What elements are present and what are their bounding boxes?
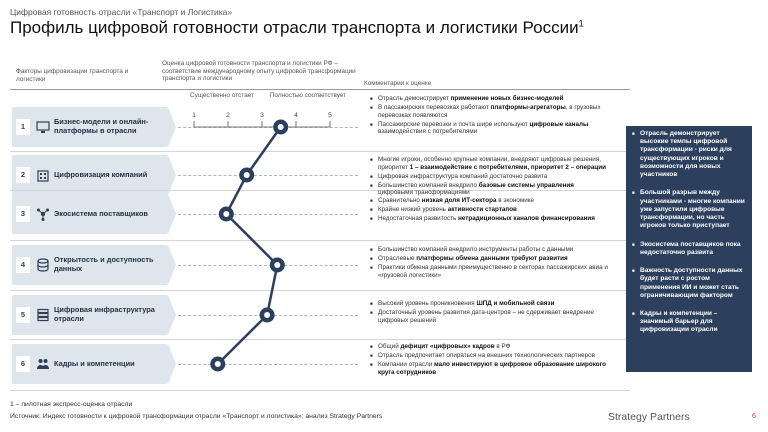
title-footnote-mark: 1 (578, 18, 584, 29)
row-separator (10, 290, 630, 291)
score-column-header: Оценка цифровой готовности транспорта и логистики РФ – соответствие международному опыту цифровой трансформации транспорта и логистики (162, 60, 356, 83)
comment-bullet: ■ В пассажирских перевозках работают платформы-агрегаторы, в грузовых перевозках появляются (370, 104, 610, 120)
factor-number: 6 (16, 356, 30, 372)
factors-column-header: Факторы цифровизации транспорта и логистики (16, 68, 129, 83)
factor-label: Открытость и доступность данных (54, 255, 154, 273)
comments-row-3 (370, 197, 610, 224)
row-separator (10, 390, 630, 391)
comment-bullet: ■ Большинство компаний внедрило инструменты работы с данными (370, 246, 610, 254)
factor-row-2 (12, 155, 168, 195)
comment-bullet: ■ Цифровая инфраструктура компаний достаточно развита (370, 173, 610, 181)
footnote: 1 – пилотная экспресс-оценка отрасли (10, 401, 133, 408)
summary-item: ■ Экосистема поставщиков пока недостаточно развита (632, 241, 746, 257)
factor-row-5 (12, 295, 168, 335)
row-guide-1 (178, 127, 358, 128)
comment-bullet: ■ Большинство компаний внедрило базовые системы управления цифровыми трансформациями (370, 182, 610, 198)
infrastructure-icon (36, 308, 50, 322)
summary-item: ■ Большой разрыв между участниками - многие компании уже запустили цифровые трансформации, но часть игроков только приступает (632, 189, 746, 230)
data-icon (36, 258, 50, 272)
comment-bullet: ■ Пассажирские перевозки и почта шире используют цифровые каналы взаимодействия с потребителями (370, 121, 610, 137)
comments-row-6 (370, 343, 610, 377)
comment-bullet: ■ Отраслевые платформы обмена данными требуют развития (370, 255, 610, 263)
tick-label-5: 5 (328, 112, 332, 119)
scale-left-label: Существенно отстает (189, 92, 255, 99)
comment-bullet: ■ Общий дефицит «цифровых» кадров в РФ (370, 343, 610, 351)
summary-sidebar (626, 126, 752, 372)
comments-row-1 (370, 95, 610, 137)
scale-right-label: Полностью соответствует (269, 92, 347, 99)
row-arrow (168, 155, 176, 195)
row-guide-5 (178, 315, 358, 316)
comment-bullet: ■ Высокий уровень проникновения ШПД и мобильной связи (370, 300, 610, 308)
row-guide-4 (178, 265, 358, 266)
comment-bullet: ■ Компании отрасли мало инвестируют в цифровое образование широкого круга сотрудников (370, 361, 610, 377)
comments-column-header: Комментарии к оценке (364, 80, 432, 87)
row-separator (10, 339, 630, 340)
factor-number: 2 (16, 167, 30, 183)
platform-icon (36, 120, 50, 134)
factor-row-3 (12, 194, 168, 234)
comments-row-5 (370, 300, 610, 326)
comments-row-2 (370, 156, 610, 198)
row-separator (10, 151, 630, 152)
ecosystem-icon (36, 207, 50, 221)
tick-label-2: 2 (226, 112, 230, 119)
factor-row-6 (12, 344, 168, 384)
factor-number: 3 (16, 206, 30, 222)
brand-logo-text: Strategy Partners (608, 411, 690, 423)
kicker: Цифровая готовность отрасли «Транспорт и Логистика» (10, 7, 233, 17)
comment-bullet: ■ Недостаточная развитость нетрадиционных каналов финансирования (370, 215, 610, 223)
header-rule (10, 89, 630, 90)
page-title (10, 18, 584, 38)
summary-item: ■ Отрасль демонстрирует высокие темпы цифровой трансформации - риски для существующих игроков и возможности для новых участников (632, 130, 746, 179)
comment-bullet: ■ Отрасль демонстрирует применение новых бизнес-моделей (370, 95, 610, 103)
summary-item: ■ Важность доступности данных будет расти с ростом применения ИИ и может стать ограничивающим фактором (632, 267, 746, 300)
row-guide-3 (178, 214, 358, 215)
people-icon (36, 357, 50, 371)
factor-label: Кадры и компетенции (54, 358, 135, 368)
tick-label-4: 4 (294, 112, 298, 119)
source-note: Источник: Индекс готовности к цифровой трансформации отрасли «Транспорт и логистика»; анализ Strategy Partners (10, 413, 383, 420)
comment-bullet: ■ Крайне низкий уровень активности стартапов (370, 206, 610, 214)
tick-label-3: 3 (260, 112, 264, 119)
tick-label-1: 1 (192, 112, 196, 119)
comment-bullet: ■ Достаточный уровень развития дата-центров – не сдерживает внедрение цифровых решений (370, 309, 610, 325)
row-guide-2 (178, 175, 358, 176)
comment-bullet: ■ Практики обмена данными преимущественно в секторах пассажирских авиа и «грузовой логистики» (370, 264, 610, 280)
company-icon (36, 168, 50, 182)
comment-bullet: ■ Сравнительно низкая доля ИТ-сектора в экономике (370, 197, 610, 205)
profile-line (218, 127, 281, 364)
page-number: 6 (752, 413, 756, 420)
page-title-text: Профиль цифровой готовности отрасли транспорта и логистики России (10, 18, 579, 37)
row-arrow (168, 107, 176, 147)
factor-number: 1 (16, 119, 30, 135)
row-separator (10, 240, 630, 241)
factor-label: Цифровая инфраструктура отрасли (54, 305, 155, 323)
summary-item: ■ Кадры и компетенции – значимый барьер для цифровизации отрасли (632, 310, 746, 335)
factor-row-4 (12, 245, 168, 285)
factor-label: Цифровизация компаний (54, 169, 148, 179)
comment-bullet: ■ Многие игроки, особенно крупные компании, внедряют цифровые решения, приоритет 1 – взаимодействие с потребителями, приоритет 2 – операции (370, 156, 610, 172)
row-arrow (168, 245, 176, 285)
comments-row-4 (370, 246, 610, 280)
factor-row-1 (12, 107, 168, 147)
row-arrow (168, 344, 176, 384)
row-guide-6 (178, 364, 358, 365)
row-arrow (168, 194, 176, 234)
row-arrow (168, 295, 176, 335)
factor-label: Экосистема поставщиков (54, 208, 148, 218)
factor-label: Бизнес-модели и онлайн-платформы в отрасли (54, 117, 149, 135)
factor-number: 5 (16, 307, 30, 323)
comment-bullet: ■ Отрасль предпочитает опираться на внешних технологических партнеров (370, 352, 610, 360)
factor-number: 4 (16, 257, 30, 273)
